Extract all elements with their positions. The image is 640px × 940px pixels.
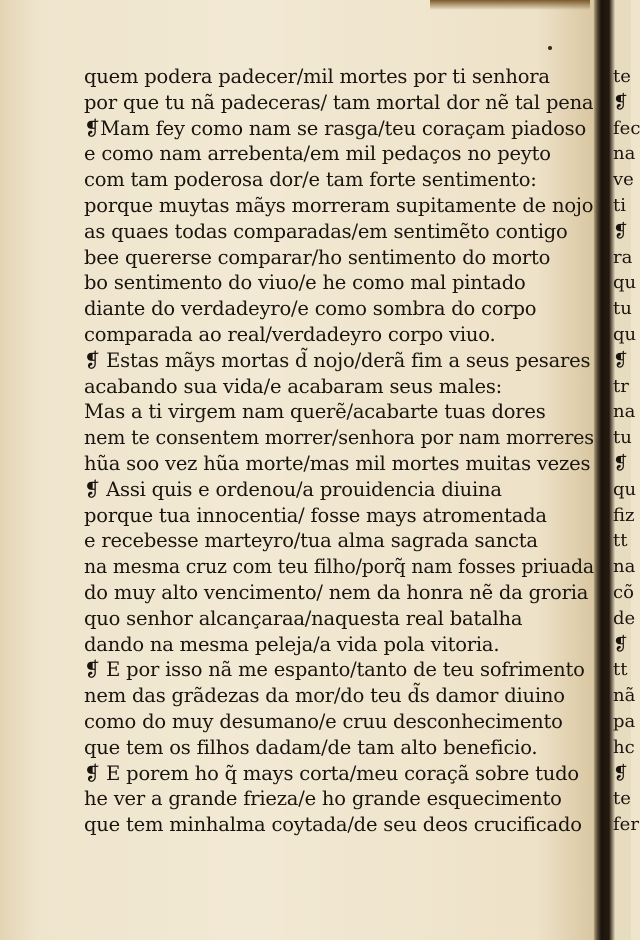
text-line: ❡Mam fey como nam se rasga/teu coraçam piadoso	[84, 116, 587, 140]
facing-page-fragment: hc	[613, 736, 635, 758]
facing-page-fragment: ❡	[613, 349, 629, 371]
text-line: nem te consentem morrer/senhora por nam morreres	[84, 426, 594, 450]
text-line: comparada ao real/verdadeyro corpo viuo.	[84, 322, 496, 346]
text-line: hũa soo vez hũa morte/mas mil mortes muitas vezes	[84, 451, 591, 475]
facing-page-fragment: fec	[613, 117, 640, 139]
text-line: porque tua innocentia/ fosse mays atromentada	[84, 503, 547, 527]
text-line: e recebesse marteyro/tua alma sagrada sancta	[84, 529, 538, 553]
text-line: quo senhor alcançaraa/naquesta real batalha	[84, 606, 523, 630]
facing-page-fragment: qu	[613, 323, 637, 345]
facing-page-fragment: fer	[613, 814, 639, 836]
facing-page-fragment: na	[613, 401, 636, 423]
text-line: ❡ Estas mãys mortas d̃ nojo/derã fim a seus pesares	[84, 348, 591, 372]
text-line: dando na mesma peleja/a vida pola vitoria.	[84, 632, 500, 656]
page-top-edge	[430, 0, 590, 10]
facing-page-fragment: pa	[613, 710, 636, 732]
text-line: as quaes todas comparadas/em sentimẽto contigo	[84, 219, 568, 243]
ink-speck	[548, 46, 552, 50]
facing-page-fragment: ❡	[613, 452, 629, 474]
text-line: ❡ Assi quis e ordenou/a prouidencia diuina	[84, 477, 502, 501]
main-text-column	[84, 64, 594, 838]
facing-page-fragment: ❡	[613, 633, 629, 655]
facing-page-fragment: na	[613, 143, 636, 165]
text-line: ❡ E por isso nã me espanto/tanto de teu sofrimento	[84, 658, 585, 682]
facing-page-fragment: na	[613, 556, 636, 578]
text-line: acabando sua vida/e acabaram seus males:	[84, 374, 503, 398]
facing-page-fragment: ve	[613, 169, 634, 191]
facing-page-fragment: ❡	[613, 91, 629, 113]
text-line: que tem minhalma coytada/de seu deos crucificado	[84, 813, 582, 837]
text-line: na mesma cruz com teu filho/porq̃ nam fosses priuada	[84, 555, 595, 579]
facing-page-fragment: te	[613, 66, 631, 87]
text-line: diante do verdadeyro/e como sombra do corpo	[84, 297, 537, 321]
facing-page-fragment: nã	[613, 685, 636, 707]
facing-page-fragment: te	[613, 788, 631, 810]
text-line: como do muy desumano/e cruu desconhecimento	[84, 709, 563, 733]
text-line: que tem os filhos dadam/de tam alto beneficio.	[84, 735, 538, 759]
text-line: Mas a ti virgem nam querẽ/acabarte tuas dores	[84, 400, 546, 424]
text-line: nem das grãdezas da mor/do teu d̃s damor diuino	[84, 684, 565, 708]
facing-page-fragment: ra	[613, 246, 633, 268]
facing-page-fragment: qu	[613, 478, 637, 500]
text-line: porque muytas mãys morreram supitamente de nojo	[84, 193, 594, 217]
facing-page-fragment: tt	[613, 659, 628, 681]
text-line: do muy alto vencimento/ nem da honra nẽ da groria	[84, 580, 589, 604]
facing-page-fragment: de	[613, 607, 636, 629]
facing-page-fragment: tu	[613, 427, 632, 449]
facing-page-fragment: ❡	[613, 220, 629, 242]
text-line: por que tu nã padeceras/ tam mortal dor nẽ tal pena	[84, 90, 594, 114]
facing-page-fragment: tu	[613, 298, 632, 320]
facing-page-fragment: ti	[613, 194, 626, 216]
text-line: com tam poderosa dor/e tam forte sentimento:	[84, 168, 537, 192]
text-line: e como nam arrebenta/em mil pedaços no peyto	[84, 142, 551, 166]
text-line: bee quererse comparar/ho sentimento do morto	[84, 245, 551, 269]
facing-page-fragment: tt	[613, 530, 628, 552]
facing-page-fragment: tr	[613, 375, 629, 397]
book-gutter	[594, 0, 610, 940]
facing-page-fragment: ❡	[613, 762, 629, 784]
facing-page-fragment: qu	[613, 272, 637, 294]
text-line: he ver a grande frieza/e ho grande esquecimento	[84, 787, 562, 811]
text-line: quem podera padecer/mil mortes por ti senhora	[84, 65, 550, 88]
facing-page-edge-text	[613, 64, 640, 838]
facing-page-fragment: cõ	[613, 581, 634, 603]
text-line: ❡ E porem ho q̃ mays corta/meu coraçã sobre tudo	[84, 761, 579, 785]
text-line: bo sentimento do viuo/e he como mal pintado	[84, 271, 526, 295]
facing-page-fragment: fiz	[613, 504, 635, 526]
